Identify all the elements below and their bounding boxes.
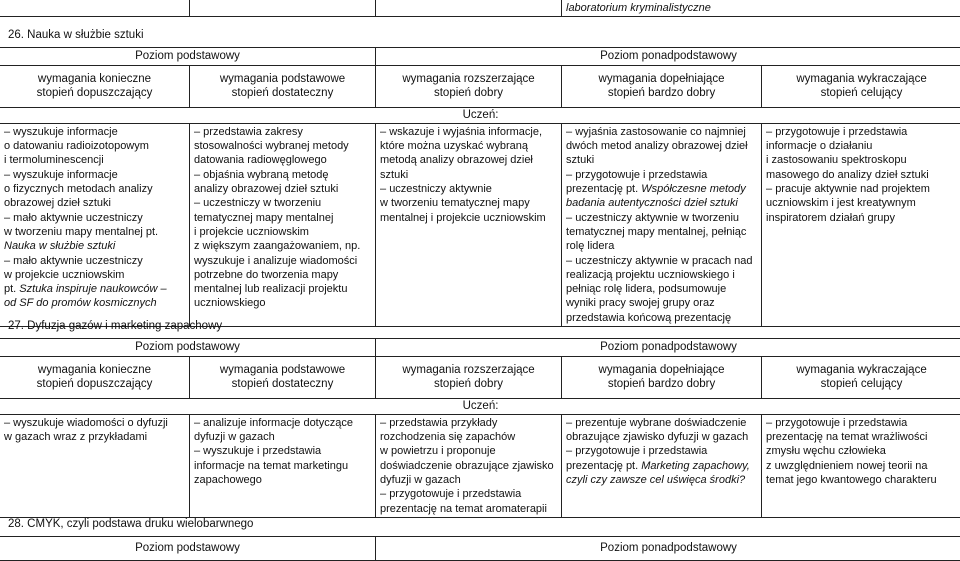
requirement-line: wyniki pracy swojej grupy oraz [566, 296, 757, 310]
requirement-line: sztuki [566, 153, 757, 167]
student-label: Uczeń: [0, 107, 960, 123]
requirement-line: metodą analizy obrazowej dzieł [380, 153, 557, 167]
requirement-line: inspiratorem działań grupy [766, 211, 957, 225]
requirements-cell [0, 414, 190, 517]
requirement-line: i termoluminescencji [4, 153, 185, 167]
col-header-supplementary: wymagania dopełniające stopień bardzo dobry [562, 65, 762, 107]
requirement-line: i zastosowaniu spektroskopu [766, 153, 957, 167]
student-label: Uczeń: [0, 398, 960, 414]
requirement-line: prezentację pt. Współczesne metody [566, 182, 757, 196]
section-title-27: 27. Dyfuzja gazów i marketing zapachowy [8, 319, 222, 334]
requirement-line: dyfuzji w gazach [380, 473, 557, 487]
requirement-line: – przygotowuje i przedstawia [566, 444, 757, 458]
requirement-line: analizy obrazowej dzieł sztuki [194, 182, 371, 196]
requirement-line: – wyszukuje informacje [4, 125, 185, 139]
requirement-line: badania autentyczności dzieł sztuki [566, 196, 757, 210]
requirement-line: tematycznej mapy mentalnej [194, 211, 371, 225]
requirement-line: – mało aktywnie uczestniczy [4, 211, 185, 225]
requirements-cell [376, 414, 562, 517]
requirement-line: zapachowego [194, 473, 371, 487]
requirement-line: – uczestniczy aktywnie w tworzeniu [566, 211, 757, 225]
col-header-basic: wymagania podstawowe stopień dostateczny [190, 65, 376, 107]
requirement-line: dwóch metod analizy obrazowej dzieł [566, 139, 757, 153]
requirements-cell [190, 123, 376, 326]
requirement-line: w tworzeniu mapy mentalnej pt. [4, 225, 185, 239]
table-row [0, 414, 960, 517]
requirement-line: prezentację na temat wrażliwości [766, 430, 957, 444]
col-header-exceeding: wymagania wykraczające stopień celujący [762, 65, 960, 107]
requirement-line: – przedstawia zakresy [194, 125, 371, 139]
requirement-line: obrazujące zjawisko dyfuzji w gazach [566, 430, 757, 444]
requirement-line: zmysłu węchu człowieka [766, 444, 957, 458]
requirement-line: doświadczenie obrazujące zjawisko [380, 459, 557, 473]
empty-cell [0, 0, 190, 17]
requirement-line: mentalnej lub realizacji projektu [194, 282, 371, 296]
requirement-line: uczniowskiego [194, 296, 371, 310]
requirement-line: pt. Sztuka inspiruje naukowców – [4, 282, 185, 296]
col-header-extended: wymagania rozszerzające stopień dobry [376, 65, 562, 107]
requirement-line: i projekcie uczniowskim [194, 225, 371, 239]
requirement-line: masowego do analizy dzieł sztuki [766, 168, 957, 182]
requirement-line: uczniowskim i jest kreatywnym [766, 196, 957, 210]
requirement-line: – wyszukuje informacje [4, 168, 185, 182]
requirement-line: – wyszukuje wiadomości o dyfuzji [4, 416, 185, 430]
requirement-line: pełniąc rolę lidera, podsumowuje [566, 282, 757, 296]
requirement-line: – prezentuje wybrane doświadczenie [566, 416, 757, 430]
requirement-line: z większym zaangażowaniem, np. [194, 239, 371, 253]
requirement-line: – przedstawia przykłady [380, 416, 557, 430]
requirement-line: datowania radiowęglowego [194, 153, 371, 167]
requirement-line: dyfuzji w gazach [194, 430, 371, 444]
requirement-line: w tworzeniu tematycznej mapy [380, 196, 557, 210]
requirement-line: – przygotowuje i przedstawia [380, 487, 557, 501]
requirement-line: mentalnej i projekcie uczniowskim [380, 211, 557, 225]
level-basic-header: Poziom podstawowy [0, 48, 376, 66]
requirement-line: informacje na temat marketingu [194, 459, 371, 473]
requirement-line: – uczestniczy aktywnie [380, 182, 557, 196]
level-advanced-header: Poziom ponadpodstawowy [376, 48, 960, 66]
requirements-table-28 [0, 536, 960, 561]
requirement-line: rozchodzenia się zapachów [380, 430, 557, 444]
section-title-28: 28. CMYK, czyli podstawa druku wielobarwnego [8, 517, 253, 532]
table-row [0, 123, 960, 326]
requirement-line: – wskazuje i wyjaśnia informacje, [380, 125, 557, 139]
col-header-required: wymagania konieczne stopień dopuszczający [0, 356, 190, 398]
requirement-line: przedstawia końcową prezentację [566, 311, 757, 325]
requirement-line: – uczestniczy aktywnie w pracach nad [566, 254, 757, 268]
requirement-line: czyli czy zawsze cel uświęca środki? [566, 473, 757, 487]
requirement-line: – wyszukuje i przedstawia [194, 444, 371, 458]
requirement-line: prezentację pt. Marketing zapachowy, [566, 459, 757, 473]
requirement-line: w powietrzu i proponuje [380, 444, 557, 458]
requirement-line: o fizycznych metodach analizy [4, 182, 185, 196]
requirement-line: – pracuje aktywnie nad projektem [766, 182, 957, 196]
requirement-line: – przygotowuje i przedstawia [766, 125, 957, 139]
requirement-line: – przygotowuje i przedstawia [766, 416, 957, 430]
requirement-line: – objaśnia wybraną metodę [194, 168, 371, 182]
requirements-cell [562, 123, 762, 326]
empty-cell [190, 0, 376, 17]
requirement-line: sztuki [380, 168, 557, 182]
requirements-cell [562, 414, 762, 517]
level-basic-header: Poziom podstawowy [0, 537, 376, 561]
requirements-cell [190, 414, 376, 517]
requirement-line: prezentację na temat aromaterapii [380, 502, 557, 516]
requirements-cell [0, 123, 190, 326]
requirement-line: – przygotowuje i przedstawia [566, 168, 757, 182]
requirement-line: od SF do promów kosmicznych [4, 296, 185, 310]
requirements-table-27 [0, 338, 960, 518]
requirement-line: – wyjaśnia zastosowanie co najmniej [566, 125, 757, 139]
requirement-line: realizacją projektu uczniowskiego i [566, 268, 757, 282]
requirement-line: informacje o działaniu [766, 139, 957, 153]
requirement-line: które można uzyskać wybraną [380, 139, 557, 153]
italic-title: Sztuka inspiruje naukowców – [19, 283, 166, 295]
requirement-line: Nauka w służbie sztuki [4, 239, 185, 253]
requirement-line: wyszukuje i analizuje wiadomości [194, 254, 371, 268]
requirements-table-26 [0, 47, 960, 327]
level-basic-header: Poziom podstawowy [0, 339, 376, 357]
col-header-extended: wymagania rozszerzające stopień dobry [376, 356, 562, 398]
italic-title: Marketing zapachowy, [641, 460, 750, 472]
level-advanced-header: Poziom ponadpodstawowy [376, 339, 960, 357]
col-header-supplementary: wymagania dopełniające stopień bardzo dobry [562, 356, 762, 398]
requirement-line: – uczestniczy w tworzeniu [194, 196, 371, 210]
col-header-required: wymagania konieczne stopień dopuszczający [0, 65, 190, 107]
level-advanced-header: Poziom ponadpodstawowy [376, 537, 960, 561]
requirement-line: w gazach wraz z przykładami [4, 430, 185, 444]
col-header-basic: wymagania podstawowe stopień dostateczny [190, 356, 376, 398]
empty-cell [376, 0, 562, 17]
requirements-cell [762, 123, 960, 326]
italic-title: Współczesne metody [641, 183, 746, 195]
top-fragment-text: laboratorium kryminalistyczne [566, 2, 711, 14]
top-fragment-cell [562, 0, 960, 17]
requirement-line: o datowaniu radioizotopowym [4, 139, 185, 153]
requirement-line: temat jego kwantowego charakteru [766, 473, 957, 487]
section-title-26: 26. Nauka w służbie sztuki [8, 28, 144, 43]
requirement-line: tematycznej mapy mentalnej, pełniąc [566, 225, 757, 239]
top-fragment-table [0, 0, 960, 17]
requirement-line: z uwzględnieniem nowej teorii na [766, 459, 957, 473]
requirement-line: – analizuje informacje dotyczące [194, 416, 371, 430]
col-header-exceeding: wymagania wykraczające stopień celujący [762, 356, 960, 398]
requirement-line: obrazowej dzieł sztuki [4, 196, 185, 210]
requirement-line: stosowalności wybranej metody [194, 139, 371, 153]
requirement-line: potrzebne do tworzenia mapy [194, 268, 371, 282]
requirement-line: rolę lidera [566, 239, 757, 253]
requirements-cell [376, 123, 562, 326]
requirements-cell [762, 414, 960, 517]
requirement-line: w projekcie uczniowskim [4, 268, 185, 282]
requirement-line: – mało aktywnie uczestniczy [4, 254, 185, 268]
